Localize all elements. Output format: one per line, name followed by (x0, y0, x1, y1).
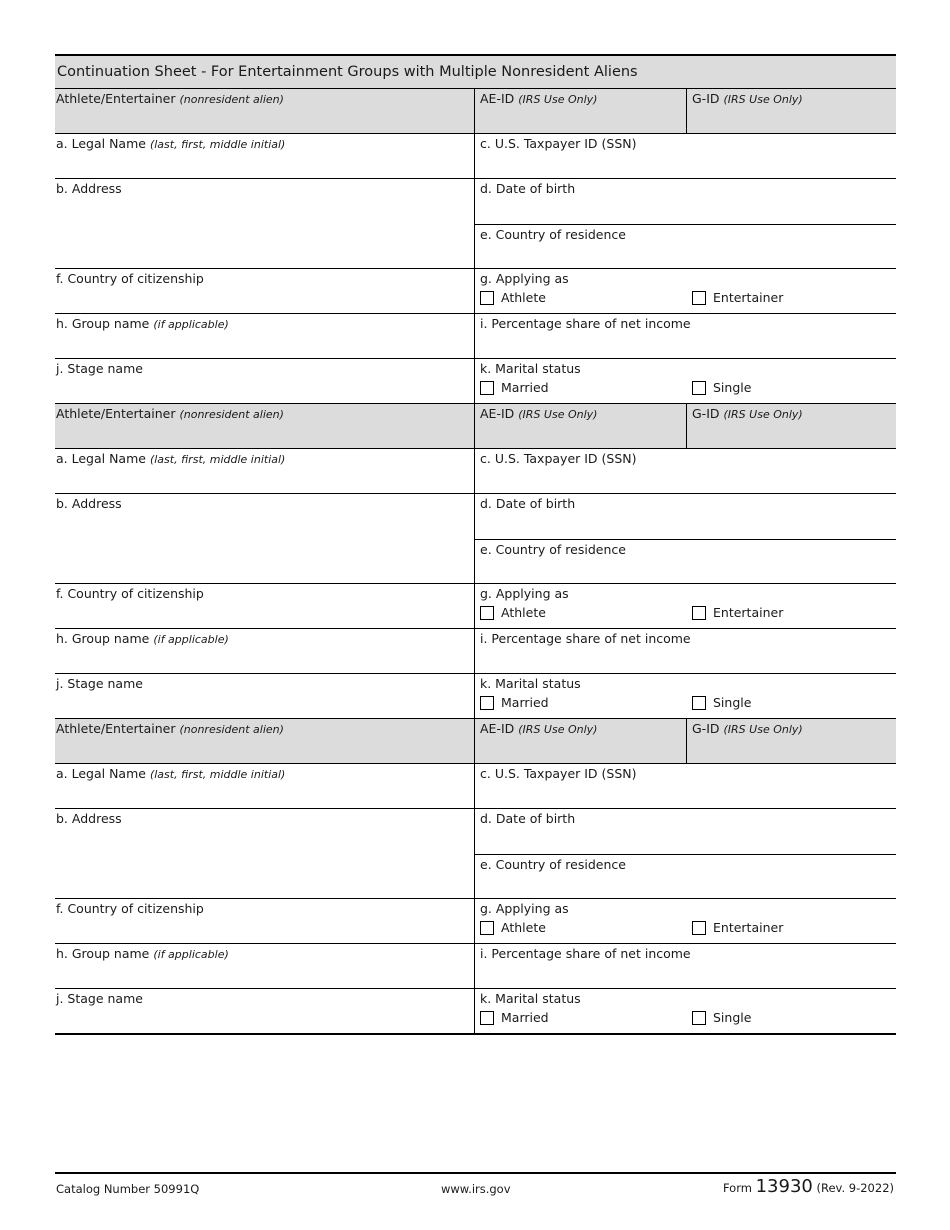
address-field[interactable]: b. Address (55, 494, 475, 583)
page-footer (55, 1172, 896, 1204)
married-checkbox[interactable]: Married (480, 695, 549, 710)
single-checkbox[interactable]: Single (692, 695, 751, 710)
form-number: Form 13930 (Rev. 9-2022) (722, 1176, 894, 1197)
athlete-header-row (55, 88, 896, 133)
athlete-header: Athlete/Entertainer (nonresident alien) (55, 89, 475, 133)
group-name-field[interactable]: h. Group name (if applicable) (55, 629, 475, 673)
name-row (55, 448, 896, 493)
taxpayer-id-field[interactable]: c. U.S. Taxpayer ID (SSN) (480, 451, 637, 466)
athlete-header: Athlete/Entertainer (nonresident alien) (55, 404, 475, 448)
address-row (55, 178, 896, 268)
form-bottom-rule (55, 1033, 896, 1035)
percentage-field[interactable]: i. Percentage share of net income (480, 631, 691, 646)
stage-row (55, 673, 896, 718)
athlete-block-2 (55, 403, 896, 718)
name-row (55, 133, 896, 178)
citizenship-row (55, 268, 896, 313)
entertainer-checkbox[interactable]: Entertainer (692, 920, 783, 935)
athlete-header: Athlete/Entertainer (nonresident alien) (55, 719, 475, 763)
group-row (55, 628, 896, 673)
continuation-sheet-form (55, 54, 896, 1035)
married-checkbox[interactable]: Married (480, 380, 549, 395)
g-id-field: G-ID (IRS Use Only) (692, 721, 803, 736)
legal-name-field[interactable]: a. Legal Name (last, first, middle initial) (55, 449, 475, 493)
country-citizenship-field[interactable]: f. Country of citizenship (55, 584, 475, 628)
g-id-field: G-ID (IRS Use Only) (692, 91, 803, 106)
single-checkbox[interactable]: Single (692, 1010, 751, 1025)
address-field[interactable]: b. Address (55, 809, 475, 898)
percentage-field[interactable]: i. Percentage share of net income (480, 316, 691, 331)
entertainer-checkbox[interactable]: Entertainer (692, 605, 783, 620)
name-row (55, 763, 896, 808)
ae-id-field: AE-ID (IRS Use Only) (475, 89, 687, 133)
dob-field[interactable]: d. Date of birth (480, 181, 576, 196)
legal-name-field[interactable]: a. Legal Name (last, first, middle initial) (55, 134, 475, 178)
country-citizenship-field[interactable]: f. Country of citizenship (55, 899, 475, 943)
taxpayer-id-field[interactable]: c. U.S. Taxpayer ID (SSN) (480, 136, 637, 151)
marital-status-field: k. Marital status Married Single (480, 361, 752, 395)
address-right-group (475, 179, 896, 268)
form-title: Continuation Sheet - For Entertainment Groups with Multiple Nonresident Aliens (55, 54, 896, 88)
group-name-field[interactable]: h. Group name (if applicable) (55, 944, 475, 988)
athlete-block-1 (55, 88, 896, 403)
address-right-group (475, 494, 896, 583)
dob-field[interactable]: d. Date of birth (480, 496, 576, 511)
athlete-checkbox[interactable]: Athlete (480, 605, 546, 620)
stage-row (55, 988, 896, 1033)
applying-as-field: g. Applying as Athlete Entertainer (480, 586, 784, 620)
address-row (55, 493, 896, 583)
stage-name-field[interactable]: j. Stage name (55, 674, 475, 718)
athlete-checkbox[interactable]: Athlete (480, 290, 546, 305)
applying-as-field: g. Applying as Athlete Entertainer (480, 271, 784, 305)
citizenship-row (55, 583, 896, 628)
single-checkbox[interactable]: Single (692, 380, 751, 395)
athlete-header-row (55, 403, 896, 448)
ae-id-field: AE-ID (IRS Use Only) (475, 719, 687, 763)
dob-field[interactable]: d. Date of birth (480, 811, 576, 826)
address-row (55, 808, 896, 898)
address-field[interactable]: b. Address (55, 179, 475, 268)
applying-as-field: g. Applying as Athlete Entertainer (480, 901, 784, 935)
marital-status-field: k. Marital status Married Single (480, 991, 752, 1025)
stage-name-field[interactable]: j. Stage name (55, 989, 475, 1033)
country-residence-field[interactable]: e. Country of residence (475, 539, 896, 584)
married-checkbox[interactable]: Married (480, 1010, 549, 1025)
legal-name-field[interactable]: a. Legal Name (last, first, middle initial) (55, 764, 475, 808)
group-row (55, 313, 896, 358)
group-name-field[interactable]: h. Group name (if applicable) (55, 314, 475, 358)
g-id-field: G-ID (IRS Use Only) (692, 406, 803, 421)
athlete-block-3 (55, 718, 896, 1033)
country-residence-field[interactable]: e. Country of residence (475, 854, 896, 899)
group-row (55, 943, 896, 988)
citizenship-row (55, 898, 896, 943)
country-residence-field[interactable]: e. Country of residence (475, 224, 896, 269)
website-link[interactable]: www.irs.gov (441, 1182, 511, 1196)
entertainer-checkbox[interactable]: Entertainer (692, 290, 783, 305)
athlete-header-row (55, 718, 896, 763)
marital-status-field: k. Marital status Married Single (480, 676, 752, 710)
ae-id-field: AE-ID (IRS Use Only) (475, 404, 687, 448)
stage-row (55, 358, 896, 403)
address-right-group (475, 809, 896, 898)
taxpayer-id-field[interactable]: c. U.S. Taxpayer ID (SSN) (480, 766, 637, 781)
catalog-number: Catalog Number 50991Q (56, 1182, 200, 1196)
country-citizenship-field[interactable]: f. Country of citizenship (55, 269, 475, 313)
percentage-field[interactable]: i. Percentage share of net income (480, 946, 691, 961)
athlete-checkbox[interactable]: Athlete (480, 920, 546, 935)
stage-name-field[interactable]: j. Stage name (55, 359, 475, 403)
